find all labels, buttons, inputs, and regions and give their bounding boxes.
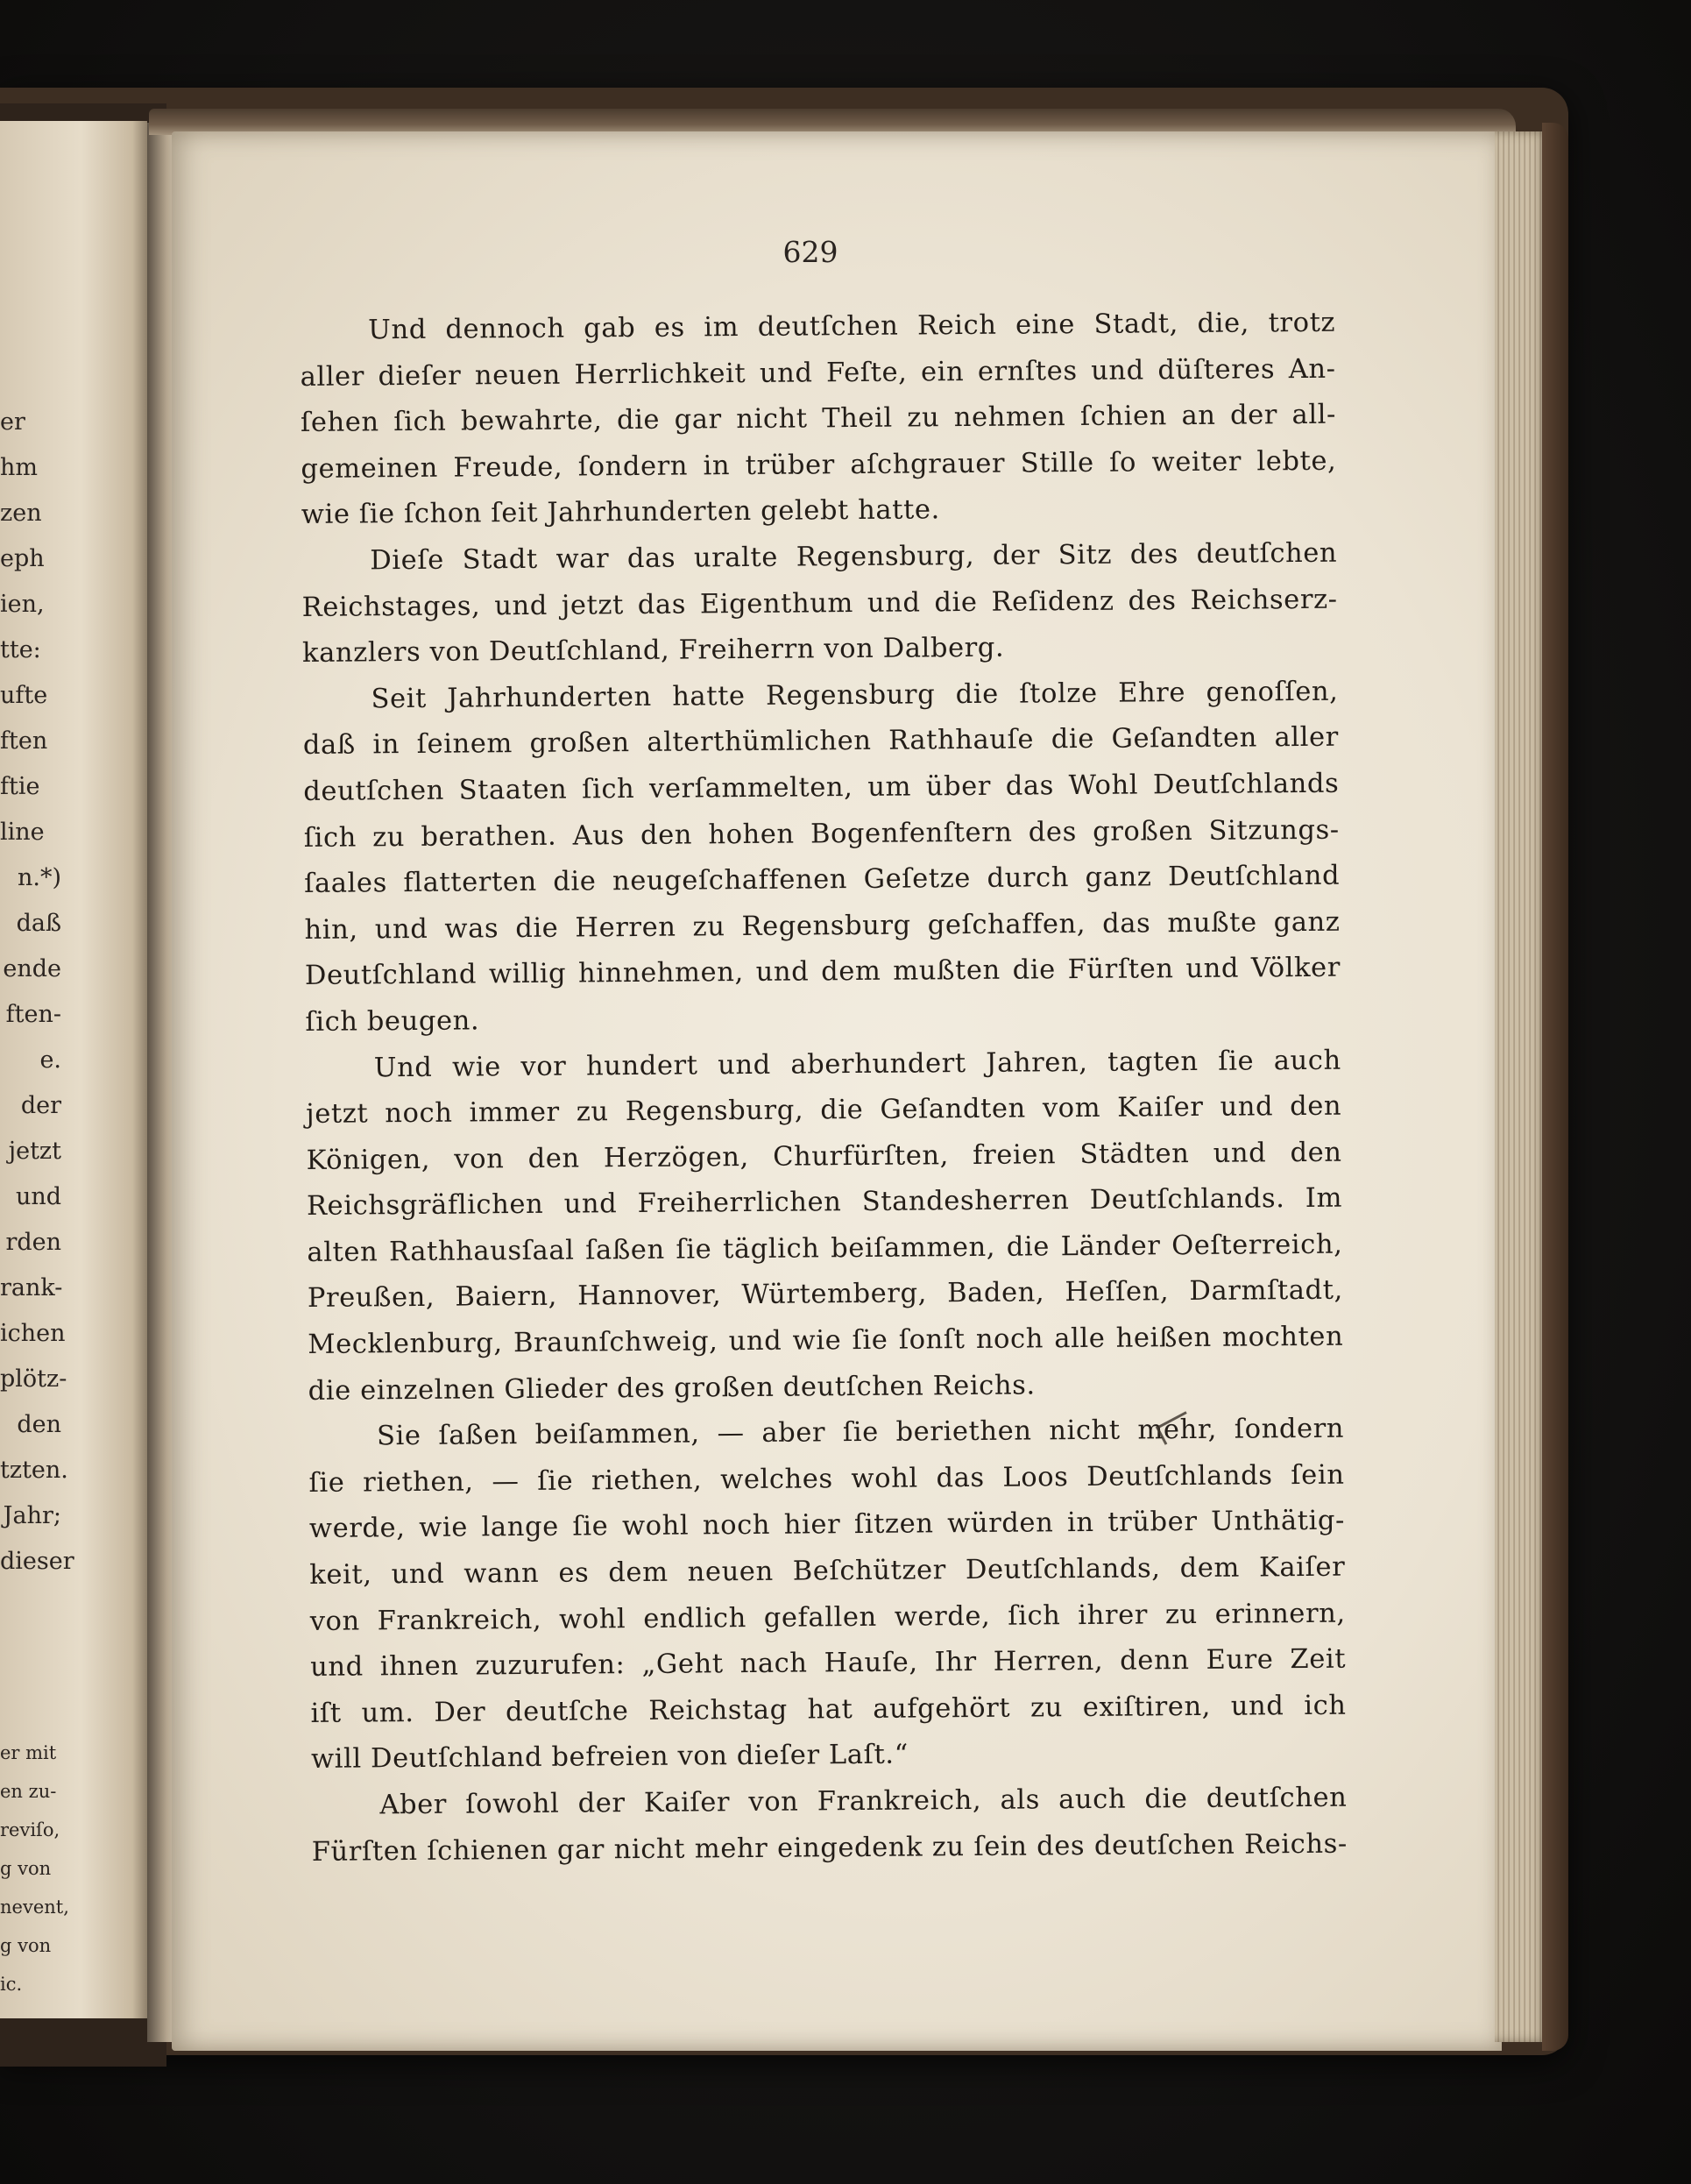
- page-number: 629: [782, 235, 838, 269]
- left-fragment: plötz-: [0, 1365, 67, 1393]
- left-note-fragment: reviſo,: [0, 1819, 60, 1840]
- text-line: und ihnen zuzurufen: „Geht nach Hauſe, Ihr Herren, denn Eure Zeit: [310, 1643, 1347, 1684]
- left-page-text-fragments: [0, 400, 74, 1585]
- text-line: will Deutſchland befreien von dieſer Laſt.“: [310, 1740, 909, 1776]
- text-line: ſie riethen, — ſie riethen, welches wohl das Loos Deutſchlands ſein: [308, 1459, 1345, 1499]
- text-line: wie ſie ſchon ſeit Jahrhunderten gelebt hatte.: [301, 494, 941, 531]
- left-fragment: ien,: [0, 591, 45, 618]
- text-line: die einzelnen Glieder des großen deutſchen Reichs.: [308, 1370, 1036, 1407]
- text-line: Reichstages, und jetzt das Eigenthum und die Reſidenz des Reichserz-: [301, 584, 1338, 623]
- left-fragment: hm: [0, 454, 38, 481]
- left-fragment: dieser: [0, 1548, 74, 1575]
- left-page: [0, 121, 147, 2018]
- paragraph: [308, 1407, 1347, 1783]
- left-note-fragment: g von: [0, 1858, 52, 1879]
- text-line: ſich beugen.: [305, 1005, 480, 1038]
- left-note-fragment: er mit: [0, 1742, 57, 1763]
- left-fragment: tte:: [0, 636, 41, 663]
- left-page-footnotes: [0, 1734, 69, 2003]
- left-fragment: zen: [0, 500, 42, 527]
- left-fragment: rden: [5, 1229, 61, 1256]
- text-line: Sie ſaßen beiſammen, — aber ſie beriethen nicht mehr, ſondern: [376, 1413, 1345, 1452]
- cover-edge: [1542, 123, 1568, 2051]
- left-fragment: rank-: [0, 1274, 63, 1301]
- text-line: Reichsgräflichen und Freiherrlichen Standesherren Deutſchlands. Im: [306, 1182, 1343, 1223]
- text-line: ſaales flatterten die neugeſchaffenen Geſetze durch ganz Deutſchland: [304, 860, 1341, 900]
- left-fragment: eph: [0, 545, 45, 572]
- page-fore-edge: [1495, 131, 1549, 2042]
- left-fragment: e.: [39, 1046, 61, 1074]
- left-fragment: ichen: [0, 1320, 66, 1347]
- left-fragment: daß: [16, 910, 61, 937]
- paragraph: [301, 531, 1338, 677]
- text-line: hin, und was die Herren zu Regensburg geſchaffen, das mußte ganz: [304, 906, 1341, 946]
- text-line: Dieſe Stadt war das uralte Regensburg, der Sitz des deutſchen: [370, 537, 1338, 577]
- left-fragment: ende: [3, 955, 61, 982]
- text-line: alten Rathhausſaal ſaßen ſie täglich beiſammen, die Länder Oeſterreich,: [307, 1229, 1343, 1268]
- left-note-fragment: nevent,: [0, 1897, 69, 1918]
- left-note-fragment: g von: [0, 1935, 52, 1956]
- left-fragment: und: [15, 1183, 61, 1210]
- left-fragment: ufte: [0, 682, 48, 709]
- text-line: ſich zu berathen. Aus den hohen Bogenfenſtern des großen Sitzungs-: [303, 814, 1340, 854]
- text-line: kanzlers von Deutſchland, Freiherrn von Dalberg.: [301, 632, 1005, 670]
- left-fragment: ftie: [0, 773, 40, 800]
- paragraph: [306, 1038, 1344, 1415]
- left-fragment: den: [17, 1411, 61, 1438]
- text-line: ſehen ſich bewahrte, die gar nicht Theil zu nehmen ſchien an der all-: [300, 399, 1337, 439]
- text-line: werde, wie lange ſie wohl noch hier ſitzen würden in trüber Unthätig-: [308, 1506, 1346, 1545]
- left-fragment: der: [20, 1092, 61, 1119]
- text-line: Und dennoch gab es im deutſchen Reich eine Stadt, die, trotz: [368, 307, 1336, 346]
- left-fragment: jetzt: [8, 1138, 61, 1165]
- text-line: von Frankreich, wohl endlich gefallen werde, ſich ihrer zu erinnern,: [309, 1598, 1346, 1637]
- text-line: daß in ſeinem großen alterthümlichen Rathhauſe die Geſandten aller: [302, 722, 1340, 762]
- left-fragment: line: [0, 819, 45, 846]
- left-fragment: Jahr;: [3, 1502, 61, 1529]
- text-line: aller dieſer neuen Herrlichkeit und Feſte, ein ernſtes und düſteres An-: [300, 353, 1336, 393]
- paragraph: [302, 669, 1341, 1046]
- text-line: keit, und wann es dem neuen Beſchützer Deutſchlands, dem Kaiſer: [309, 1551, 1346, 1591]
- text-line: Königen, von den Herzögen, Churfürſten, freien Städten und den: [306, 1137, 1342, 1176]
- paragraph: [300, 301, 1337, 539]
- left-fragment: n.*): [17, 864, 61, 891]
- text-line: Mecklenburg, Braunſchweig, und wie ſie ſonſt noch alle heißen mochten: [308, 1321, 1344, 1361]
- text-line: Fürſten ſchienen gar nicht mehr eingedenk zu ſein des deutſchen Reichs-: [311, 1828, 1348, 1868]
- left-fragment: tzten.: [0, 1457, 68, 1484]
- text-line: Preußen, Baiern, Hannover, Würtemberg, Baden, Heſſen, Darmſtadt,: [307, 1275, 1343, 1315]
- left-fragment: er: [0, 408, 25, 436]
- text-line: gemeinen Freude, ſondern in trüber aſchgrauer Stille ſo weiter lebte,: [301, 445, 1337, 485]
- text-line: jetzt noch immer zu Regensburg, die Geſandten vom Kaiſer und den: [306, 1090, 1342, 1131]
- left-note-fragment: ic.: [0, 1974, 23, 1995]
- left-fragment: ften: [0, 727, 48, 755]
- text-line: Deutſchland willig hinnehmen, und dem mußten die Fürſten und Völker: [304, 953, 1341, 992]
- text-line: Seit Jahrhunderten hatte Regensburg die ſtolze Ehre genoſſen,: [371, 676, 1339, 715]
- body-text: [300, 301, 1348, 1876]
- text-line: Und wie vor hundert und aberhundert Jahren, tagten ſie auch: [373, 1045, 1341, 1083]
- text-line: Aber ſowohl der Kaiſer von Frankreich, als auch die deutſchen: [379, 1782, 1348, 1821]
- paragraph: [311, 1776, 1348, 1876]
- left-fragment: ften-: [5, 1001, 61, 1028]
- text-line: iſt um. Der deutſche Reichstag hat aufgehört zu exiſtiren, und ich: [310, 1690, 1347, 1729]
- left-note-fragment: en zu-: [0, 1781, 57, 1802]
- text-line: deutſchen Staaten ſich verſammelten, um über das Wohl Deutſchlands: [303, 768, 1340, 807]
